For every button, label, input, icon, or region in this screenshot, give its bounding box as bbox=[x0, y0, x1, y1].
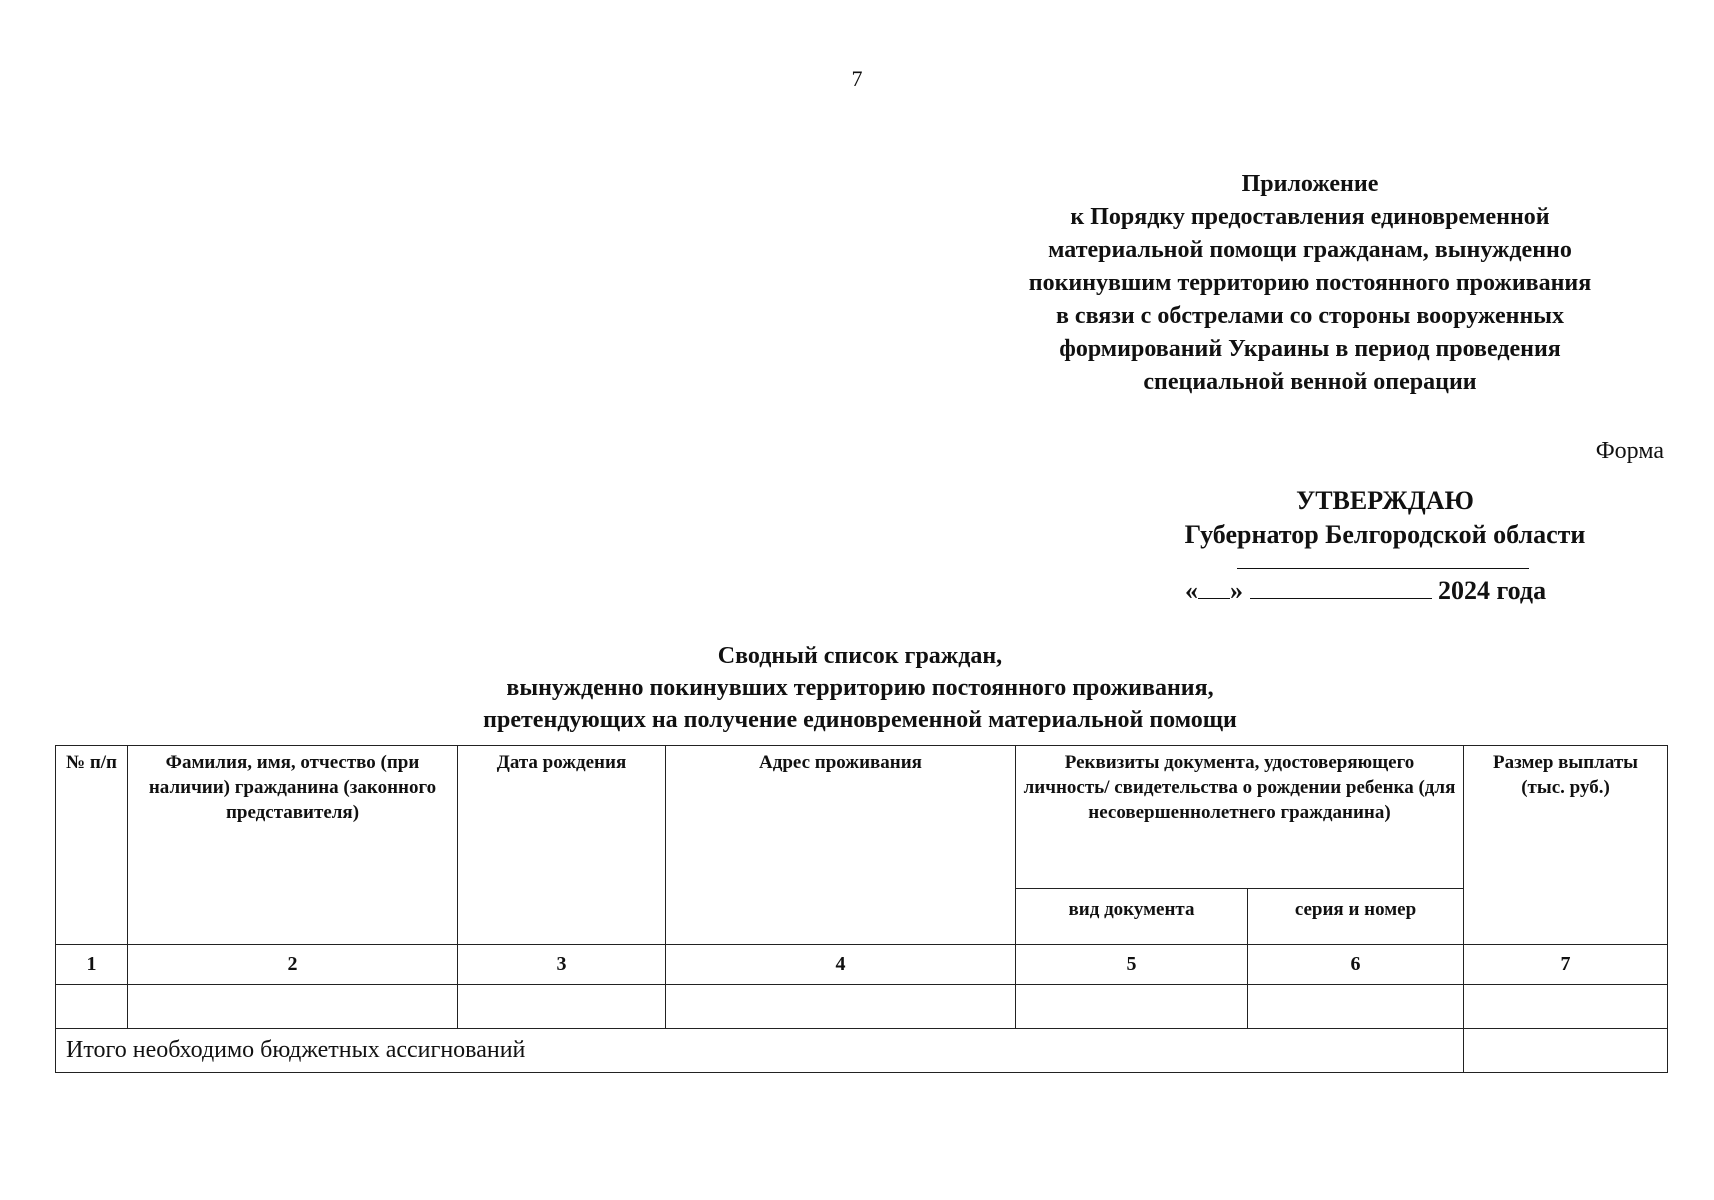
date-open-quote: « bbox=[1185, 576, 1198, 605]
empty-cell bbox=[1248, 985, 1464, 1029]
column-number: 7 bbox=[1464, 945, 1668, 985]
header-address: Адрес проживания bbox=[666, 746, 1016, 945]
header-payment: Размер выплаты (тыс. руб.) bbox=[1464, 746, 1668, 945]
citizens-table bbox=[55, 745, 1668, 1073]
list-title-line: Сводный список граждан, bbox=[717, 643, 1003, 669]
total-value-cell bbox=[1464, 1029, 1668, 1073]
column-number: 3 bbox=[458, 945, 666, 985]
empty-cell bbox=[56, 985, 128, 1029]
form-label: Форма bbox=[1595, 438, 1664, 464]
header-name: Фамилия, имя, отчество (при наличии) гражданина (законного представителя) bbox=[128, 746, 458, 945]
date-year: 2024 года bbox=[1438, 576, 1547, 605]
appendix-line: материальной помощи гражданам, вынужденно bbox=[1048, 237, 1572, 263]
list-title-line: претендующих на получение единовременной материальной помощи bbox=[483, 707, 1237, 733]
appendix-line: в связи с обстрелами со стороны вооруженных bbox=[1055, 303, 1565, 329]
signature-line bbox=[1237, 568, 1529, 569]
column-number: 4 bbox=[666, 945, 1016, 985]
appendix-line: специальной венной операции bbox=[1143, 369, 1477, 395]
appendix-heading bbox=[940, 168, 1680, 399]
appendix-line: к Порядку предоставления единовременной bbox=[1070, 204, 1550, 230]
approval-block bbox=[1135, 484, 1635, 552]
approval-title: УТВЕРЖДАЮ bbox=[1296, 486, 1474, 515]
empty-cell bbox=[1464, 985, 1668, 1029]
approval-subtitle: Губернатор Белгородской области bbox=[1184, 520, 1586, 549]
header-num: № п/п bbox=[56, 746, 128, 945]
header-document: Реквизиты документа, удостоверяющего личность/ свидетельства о рождении ребенка (для несовершеннолетнего гражданина) bbox=[1016, 746, 1464, 889]
header-birth-date: Дата рождения bbox=[458, 746, 666, 945]
column-number: 5 bbox=[1016, 945, 1248, 985]
date-close-quote: » bbox=[1230, 576, 1243, 605]
header-doc-type: вид документа bbox=[1016, 889, 1248, 945]
empty-cell bbox=[458, 985, 666, 1029]
column-number: 1 bbox=[56, 945, 128, 985]
total-label: Итого необходимо бюджетных ассигнований bbox=[56, 1029, 1464, 1073]
appendix-line: Приложение bbox=[1241, 171, 1379, 197]
day-blank bbox=[1198, 576, 1230, 599]
column-number: 6 bbox=[1248, 945, 1464, 985]
header-doc-series: серия и номер bbox=[1248, 889, 1464, 945]
empty-cell bbox=[1016, 985, 1248, 1029]
empty-cell bbox=[128, 985, 458, 1029]
page-number: 7 bbox=[851, 66, 863, 91]
approval-date bbox=[1185, 576, 1546, 606]
list-title bbox=[290, 640, 1430, 736]
appendix-line: формирований Украины в период проведения bbox=[1059, 336, 1561, 362]
column-number: 2 bbox=[128, 945, 458, 985]
appendix-line: покинувшим территорию постоянного проживания bbox=[1028, 270, 1592, 296]
month-blank bbox=[1250, 576, 1432, 599]
list-title-line: вынужденно покинувших территорию постоянного проживания, bbox=[506, 675, 1214, 701]
empty-cell bbox=[666, 985, 1016, 1029]
